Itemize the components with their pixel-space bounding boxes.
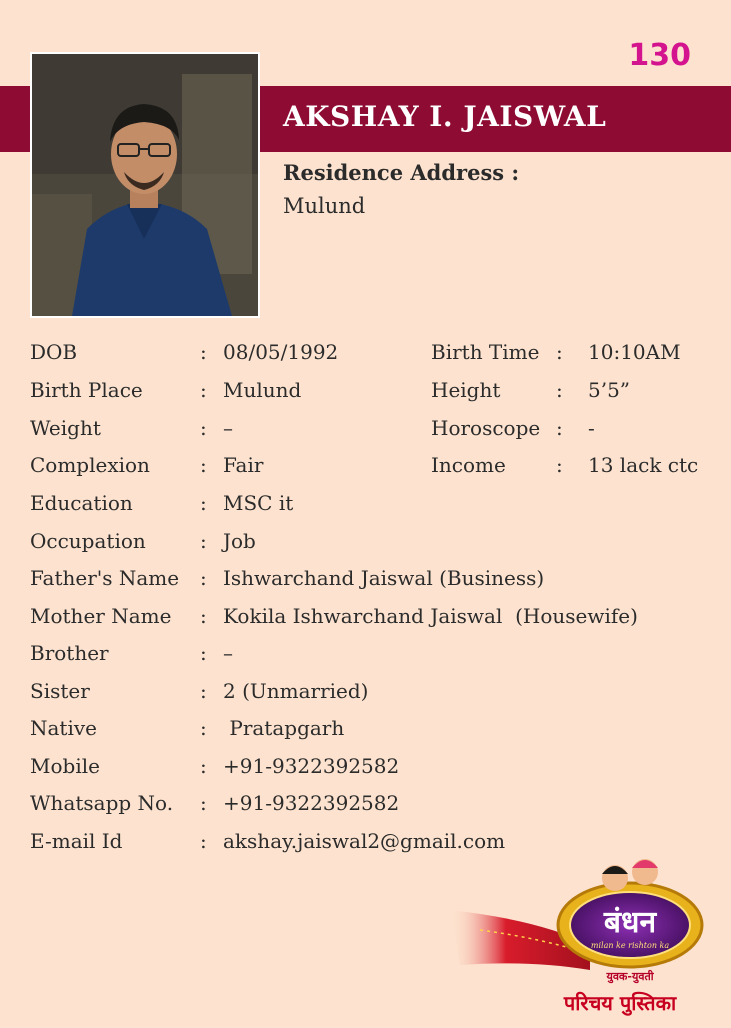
- detail-right-label: Horoscope: [431, 416, 541, 440]
- detail-right-label: Height: [431, 378, 501, 402]
- profile-name: AKSHAY I. JAISWAL: [283, 100, 607, 133]
- detail-label: Mother Name: [30, 604, 172, 628]
- detail-colon: :: [200, 453, 207, 477]
- detail-value: Ishwarchand Jaiswal (Business): [223, 566, 545, 590]
- detail-colon: :: [200, 604, 207, 628]
- detail-label: Occupation: [30, 529, 146, 553]
- detail-right-value: -: [588, 416, 595, 440]
- detail-colon: :: [200, 566, 207, 590]
- detail-label: Mobile: [30, 754, 100, 778]
- detail-colon: :: [200, 641, 207, 665]
- detail-value: Pratapgarh: [223, 716, 345, 740]
- detail-colon: :: [200, 378, 207, 402]
- detail-right-colon: :: [556, 340, 563, 364]
- detail-label: Weight: [30, 416, 101, 440]
- detail-label: Brother: [30, 641, 109, 665]
- detail-value: 08/05/1992: [223, 340, 339, 364]
- detail-value: +91-9322392582: [223, 754, 400, 778]
- detail-label: Native: [30, 716, 97, 740]
- detail-value: akshay.jaiswal2@gmail.com: [223, 829, 506, 853]
- detail-right-colon: :: [556, 378, 563, 402]
- detail-colon: :: [200, 416, 207, 440]
- detail-colon: :: [200, 754, 207, 778]
- logo-bottom-text: परिचय पुस्तिका: [563, 991, 677, 1015]
- detail-right-value: 13 lack ctc: [588, 453, 699, 477]
- detail-value: MSC it: [223, 491, 294, 515]
- detail-value: Job: [223, 529, 256, 553]
- detail-label: E-mail Id: [30, 829, 123, 853]
- detail-right-colon: :: [556, 453, 563, 477]
- detail-colon: :: [200, 491, 207, 515]
- detail-label: Complexion: [30, 453, 150, 477]
- bandhan-logo: [450, 850, 731, 1024]
- detail-right-value: 5’5”: [588, 378, 631, 402]
- detail-label: Sister: [30, 679, 90, 703]
- detail-label: DOB: [30, 340, 78, 364]
- detail-label: Whatsapp No.: [30, 791, 174, 815]
- residence-address-value: Mulund: [283, 194, 366, 218]
- profile-photo: [30, 52, 260, 318]
- detail-right-value: 10:10AM: [588, 340, 681, 364]
- detail-colon: :: [200, 791, 207, 815]
- detail-colon: :: [200, 716, 207, 740]
- detail-colon: :: [200, 340, 207, 364]
- page-number: 130: [628, 38, 691, 73]
- detail-colon: :: [200, 679, 207, 703]
- detail-value: Kokila Ishwarchand Jaiswal (Housewife): [223, 604, 638, 628]
- logo-sub-text: युवक-युवती: [606, 970, 654, 983]
- detail-value: Fair: [223, 453, 264, 477]
- detail-value: –: [223, 416, 233, 440]
- residence-address-label: Residence Address :: [283, 160, 520, 185]
- detail-label: Father's Name: [30, 566, 180, 590]
- detail-label: Education: [30, 491, 133, 515]
- detail-right-label: Income: [431, 453, 506, 477]
- detail-colon: :: [200, 529, 207, 553]
- detail-colon: :: [200, 829, 207, 853]
- logo-main-text: बंधन: [603, 905, 657, 940]
- detail-value: Mulund: [223, 378, 302, 402]
- detail-value: +91-9322392582: [223, 791, 400, 815]
- logo-tagline: milan ke rishton ka: [590, 941, 670, 950]
- detail-right-label: Birth Time: [431, 340, 540, 364]
- detail-right-colon: :: [556, 416, 563, 440]
- detail-label: Birth Place: [30, 378, 143, 402]
- detail-value: 2 (Unmarried): [223, 679, 369, 703]
- detail-value: –: [223, 641, 233, 665]
